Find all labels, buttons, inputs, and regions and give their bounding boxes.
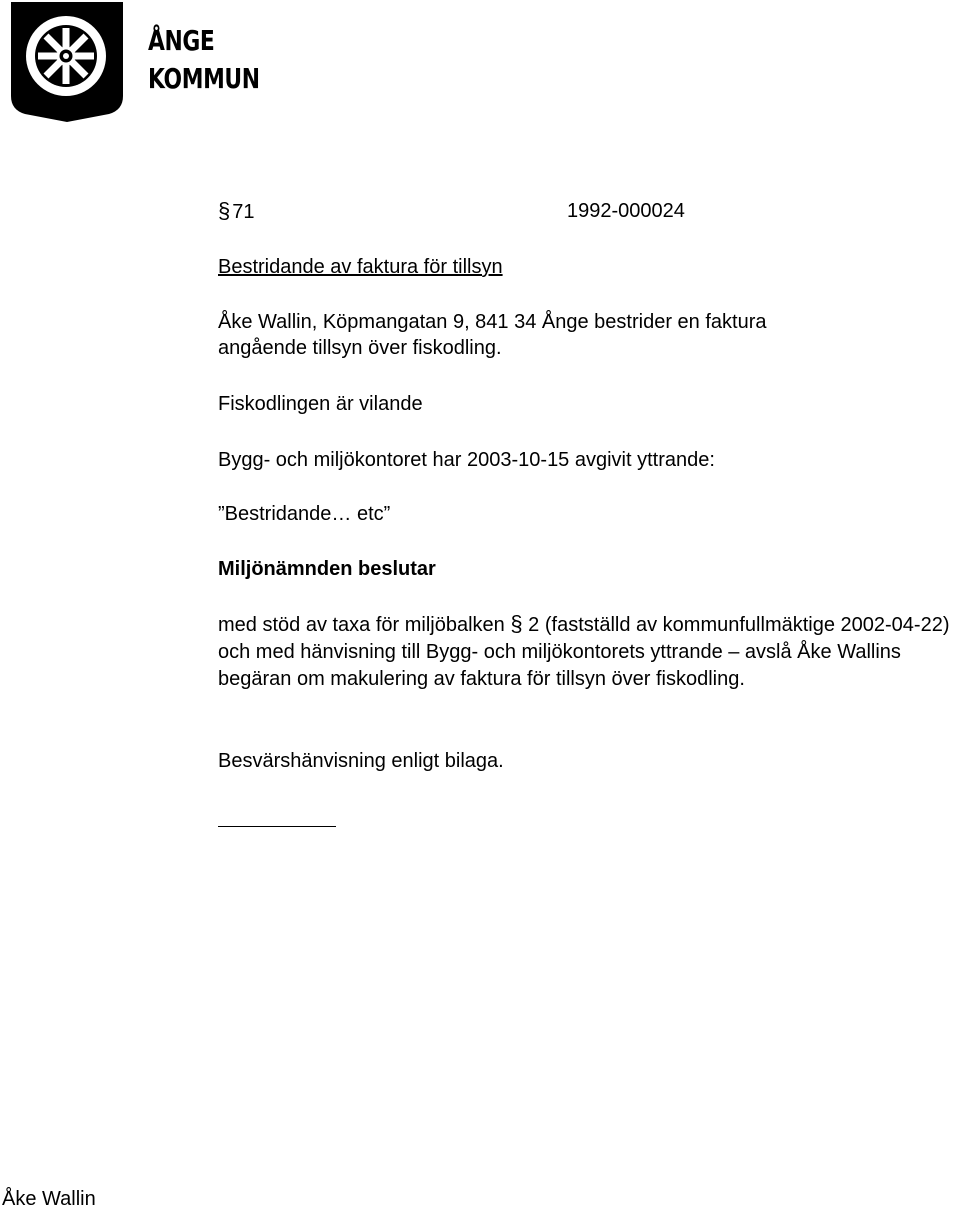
decision-heading: Miljönämnden beslutar [218,558,436,580]
decision-text [218,610,954,693]
decision-section-sign: § [510,611,523,636]
statement-line: Bygg- och miljökontoret har 2003-10-15 avgivit yttrande: [218,449,715,471]
intro-line-2: angående tillsyn över fiskodling. [218,337,502,359]
logo-line-2: KOMMUN [148,62,260,95]
intro-line-1: Åke Wallin, Köpmangatan 9, 841 34 Ånge bestrider en faktura [218,311,767,333]
divider-line [218,826,336,827]
decision-text-part-1: med stöd av taxa för miljöbalken [218,614,511,636]
document-heading: Bestridande av faktura för tillsyn [218,256,503,278]
appeal-line: Besvärshänvisning enligt bilaga. [218,750,504,772]
status-line: Fiskodlingen är vilande [218,393,423,415]
municipality-logo-text [148,22,260,98]
paragraph-number: 71 [232,201,255,223]
paragraph-header [218,198,255,225]
logo-line-1: ÅNGE [148,24,215,57]
decision-text-part-2: 2 (fastställd av kommunfullmäktige 2002-04-22) och med hänvisning till Bygg- och miljökontorets yttrande – avslå Åke Wallins begäran om makulering av faktura för tillsyn över fiskodling. [218,614,950,690]
case-number: 1992-000024 [567,200,685,222]
section-sign: § [218,198,231,223]
quote-line: ”Bestridande… etc” [218,503,391,525]
distribution-name: Åke Wallin [2,1188,96,1210]
wheel-emblem-icon [9,0,125,124]
